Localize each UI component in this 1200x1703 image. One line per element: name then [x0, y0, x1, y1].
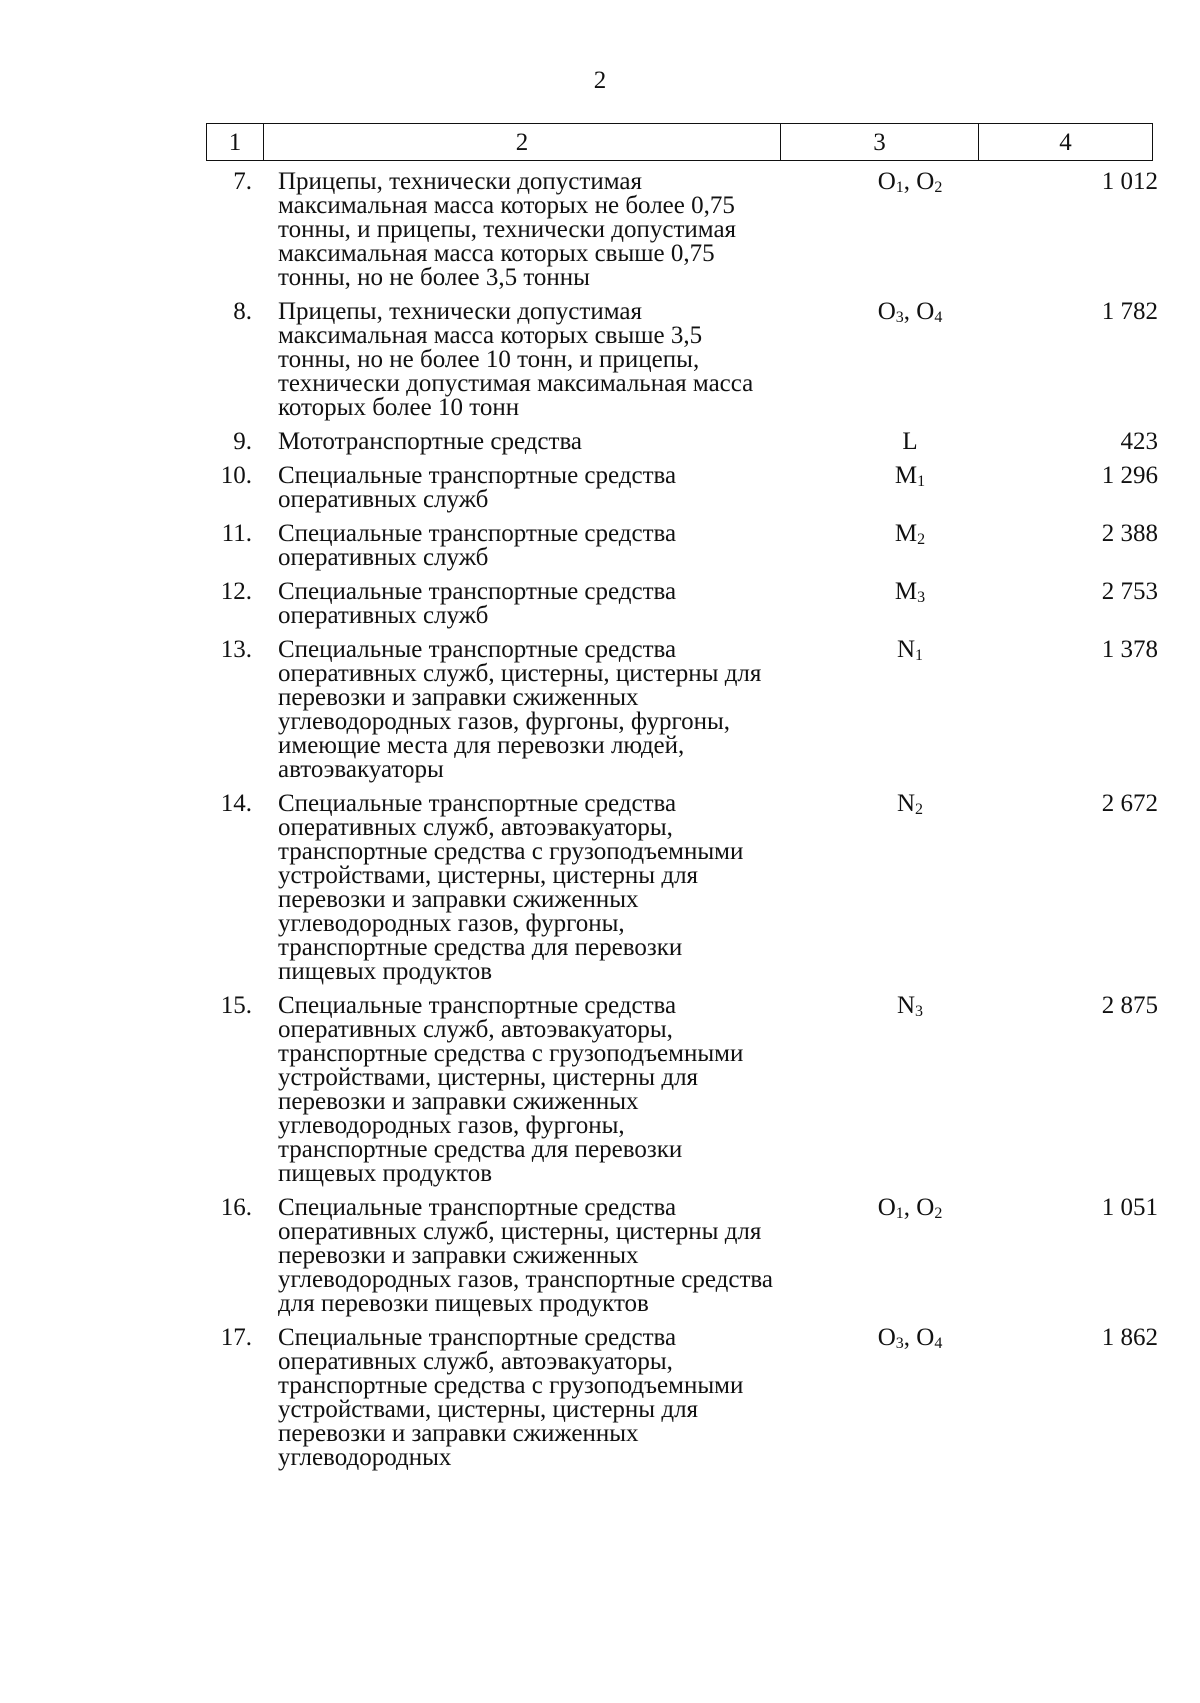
category-subscript: 2: [915, 801, 924, 818]
category-subscript: 3: [895, 309, 904, 326]
table-row: [0, 580, 1200, 628]
table-row: [0, 170, 1200, 290]
category-letter: M: [894, 520, 918, 547]
row-category: $O_1$, $O_2$: [877, 1194, 943, 1222]
table-row: [0, 1196, 1200, 1316]
header-col-2: 2: [264, 124, 781, 161]
row-category: [794, 580, 1026, 604]
row-value: 1 051: [1101, 1194, 1158, 1221]
table-body: [0, 170, 1200, 1480]
row-category: [794, 464, 1026, 488]
category-letter: M: [894, 578, 918, 605]
category-letter: O: [877, 168, 896, 195]
row-description: Специальные транспортные средства оперативных служб: [278, 578, 677, 629]
category-letter: O: [916, 168, 935, 195]
row-description: Специальные транспортные средства оперативных служб: [278, 462, 677, 513]
category-subscript: 4: [934, 309, 943, 326]
row-number: 10.: [220, 462, 252, 489]
row-description: Специальные транспортные средства оперативных служб, цистерны, цистерны для перевозки и заправки сжиженных углеводородных газов, транспортные средства для перевозки пищевых продуктов: [278, 1194, 773, 1317]
category-subscript: 1: [895, 179, 904, 196]
page-number: 2: [593, 67, 607, 94]
row-number: 17.: [220, 1324, 252, 1351]
row-description: Прицепы, технически допустимая максимальная масса которых свыше 3,5 тонны, но не более 10 тонн, и прицепы, технически допустимая максимальная масса которых более 10 тонн: [278, 298, 754, 421]
category-letter: N: [896, 636, 916, 663]
category-subscript: 4: [934, 1335, 943, 1352]
category-subscript: 1: [895, 1205, 904, 1222]
row-description: Специальные транспортные средства оперативных служб, автоэвакуаторы, транспортные средства с грузоподъемными устройствами, цистерны, цистерны для перевозки и заправки сжиженных углеводородных газов, фургоны, транспортные средства для перевозки пищевых продуктов: [278, 790, 744, 985]
category-subscript: 1: [915, 647, 924, 664]
row-category: [794, 430, 1026, 454]
table-row: [0, 994, 1200, 1186]
row-number: 13.: [220, 636, 252, 663]
table-row: [0, 522, 1200, 570]
row-description: Мототранспортные средства: [278, 428, 583, 455]
category-subscript: 3: [917, 589, 926, 606]
row-description: Специальные транспортные средства оперативных служб, цистерны, цистерны для перевозки и заправки сжиженных углеводородных газов, фургоны, фургоны, имеющие места для перевозки людей, автоэвакуаторы: [278, 636, 762, 783]
row-number: 9.: [233, 428, 252, 455]
row-description: Прицепы, технически допустимая максимальная масса которых не более 0,75 тонны, и прицепы, технически допустимая максимальная масса которых свыше 0,75 тонны, но не более 3,5 тонны: [278, 168, 737, 291]
column-header-row: [206, 123, 1153, 161]
row-value: 1 296: [1101, 462, 1158, 489]
category-letter: N: [896, 790, 916, 817]
row-category: [794, 638, 1026, 662]
category-subscript: 2: [934, 1205, 943, 1222]
row-category: $O_3$, $O_4$: [877, 1324, 943, 1352]
row-description: Специальные транспортные средства оперативных служб: [278, 520, 677, 571]
row-number: 11.: [221, 520, 252, 547]
row-category: [794, 994, 1026, 1018]
row-value: 2 388: [1101, 520, 1158, 547]
row-value: 2 672: [1101, 790, 1158, 817]
row-value: 423: [1120, 428, 1158, 455]
category-letter: O: [877, 298, 896, 325]
category-letter: O: [916, 1194, 935, 1221]
row-category: [794, 522, 1026, 546]
row-value: 1 378: [1101, 636, 1158, 663]
row-value: 1 012: [1101, 168, 1158, 195]
header-col-3: 3: [781, 124, 979, 161]
row-value: 2 753: [1101, 578, 1158, 605]
row-description: Специальные транспортные средства оперативных служб, автоэвакуаторы, транспортные средства с грузоподъемными устройствами, цистерны, цистерны для перевозки и заправки сжиженных углеводородных: [278, 1324, 744, 1471]
row-category: [794, 792, 1026, 816]
header-col-4: 4: [979, 124, 1153, 161]
row-number: 16.: [220, 1194, 252, 1221]
row-value: 1 782: [1101, 298, 1158, 325]
table-row: [0, 300, 1200, 420]
table-row: [0, 464, 1200, 512]
table-row: [0, 1326, 1200, 1470]
category-letter: M: [894, 462, 918, 489]
category-subscript: 3: [895, 1335, 904, 1352]
category-letter: N: [896, 992, 916, 1019]
row-number: 8.: [233, 298, 252, 325]
row-number: 15.: [220, 992, 252, 1019]
row-description: Специальные транспортные средства оперативных служб, автоэвакуаторы, транспортные средства с грузоподъемными устройствами, цистерны, цистерны для перевозки и заправки сжиженных углеводородных газов, фургоны, транспортные средства для перевозки пищевых продуктов: [278, 992, 744, 1187]
header-col-1: 1: [207, 124, 264, 161]
category-subscript: 3: [915, 1003, 924, 1020]
row-number: 14.: [220, 790, 252, 817]
category-letter: O: [916, 1324, 935, 1351]
row-category: $O_1$, $O_2$: [877, 168, 943, 196]
table-row: [0, 430, 1200, 454]
category-letter: L: [902, 428, 918, 455]
category-subscript: 1: [917, 473, 926, 490]
row-value: 1 862: [1101, 1324, 1158, 1351]
table-row: [0, 792, 1200, 984]
category-subscript: 2: [917, 531, 926, 548]
category-subscript: 2: [934, 179, 943, 196]
row-value: 2 875: [1101, 992, 1158, 1019]
row-number: 12.: [220, 578, 252, 605]
category-letter: O: [877, 1194, 896, 1221]
category-letter: O: [877, 1324, 896, 1351]
category-letter: O: [916, 298, 935, 325]
table-row: [0, 638, 1200, 782]
row-category: $O_3$, $O_4$: [877, 298, 943, 326]
row-number: 7.: [233, 168, 252, 195]
